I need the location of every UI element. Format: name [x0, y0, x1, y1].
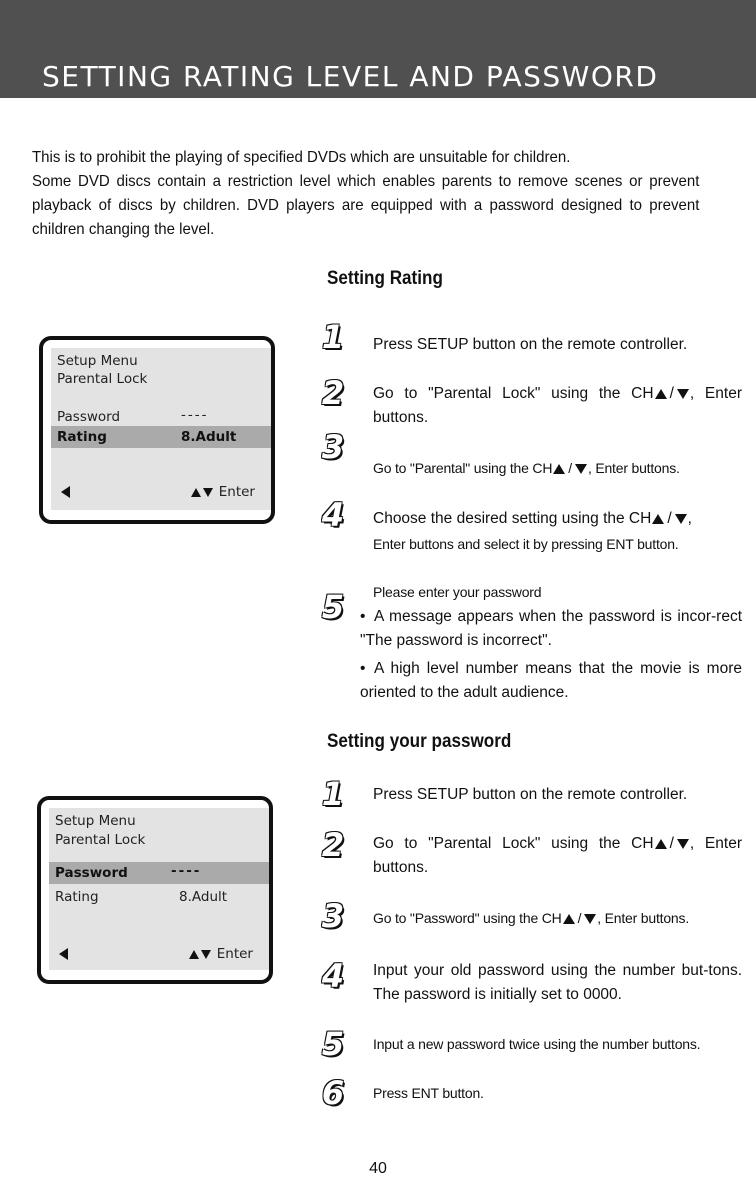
password-step-6-number: 6 — [321, 1074, 345, 1112]
tv-screen-password — [37, 796, 273, 984]
osd-rating-value: 8.Adult — [179, 889, 228, 905]
osd-nav-hint — [190, 484, 255, 500]
tv-screen-rating — [39, 336, 275, 524]
osd-menu — [49, 808, 269, 970]
password-step-3-text: Go to "Password" using the CH / , Enter buttons. — [373, 910, 690, 926]
osd-rating-label: Rating — [55, 889, 99, 905]
password-step-1-number: 1 — [321, 775, 345, 813]
down-arrow-icon — [201, 950, 211, 959]
password-step-4-text: Input your old password using the number but-tons. The password is initially set to 0000. — [373, 962, 742, 1003]
rating-step-3-text: Go to "Parental" using the CH / , Enter buttons. — [373, 460, 680, 476]
osd-enter-label: Enter — [218, 484, 255, 500]
osd-rating-value: 8.Adult — [181, 429, 237, 445]
rating-step-5-text: Please enter your password — [373, 584, 542, 600]
up-arrow-icon — [655, 839, 667, 849]
osd-password-label: Password — [57, 409, 121, 425]
left-arrow-icon — [59, 948, 68, 960]
rating-step-2-text: Go to "Parental Lock" using the CH / , Enter buttons. — [373, 385, 742, 426]
up-arrow-icon — [563, 914, 575, 924]
rating-step-1-number: 1 — [321, 318, 345, 356]
up-arrow-icon — [189, 950, 199, 959]
osd-password-value: ---- — [181, 407, 209, 423]
password-section-title: Setting your password — [327, 731, 512, 752]
rating-bullet-1: • A message appears when the password is incor-rect "The password is incorrect". — [360, 608, 742, 649]
rating-section-title: Setting Rating — [327, 268, 443, 289]
osd-enter-label: Enter — [216, 946, 253, 962]
down-arrow-icon — [584, 914, 596, 924]
osd-submenu-title: Parental Lock — [55, 832, 146, 848]
down-arrow-icon — [675, 514, 687, 524]
left-arrow-icon — [61, 486, 70, 498]
rating-step-3-number: 3 — [321, 428, 345, 466]
header-bar — [0, 0, 756, 98]
intro-paragraph-1: This is to prohibit the playing of specified DVDs which are unsuitable for children. — [32, 149, 571, 166]
rating-bullet-2: • A high level number means that the movie is more oriented to the adult audience. — [360, 660, 742, 701]
password-step-6-text: Press ENT button. — [373, 1085, 484, 1101]
osd-menu-title: Setup Menu — [55, 813, 136, 829]
osd-nav-hint — [188, 946, 253, 962]
osd-menu — [51, 348, 271, 510]
password-step-5-number: 5 — [321, 1025, 345, 1063]
osd-submenu-title: Parental Lock — [57, 371, 148, 387]
down-arrow-icon — [677, 389, 689, 399]
up-arrow-icon — [191, 488, 201, 497]
down-arrow-icon — [575, 464, 587, 474]
password-step-2-text: Go to "Parental Lock" using the CH / , Enter buttons. — [373, 835, 742, 876]
up-arrow-icon — [553, 464, 565, 474]
password-step-5-text: Input a new password twice using the number buttons. — [373, 1036, 701, 1052]
rating-step-5-number: 5 — [321, 588, 345, 626]
password-step-4-number: 4 — [321, 957, 345, 995]
rating-step-2-number: 2 — [321, 374, 345, 412]
rating-step-4-text: Choose the desired setting using the CH / , — [373, 510, 692, 527]
osd-password-label: Password — [55, 865, 128, 881]
rating-step-4-text-line2: Enter buttons and select it by pressing ENT button. — [373, 536, 679, 552]
osd-password-value: ---- — [171, 863, 202, 879]
intro-paragraph-2: Some DVD discs contain a restriction level which enables parents to remove scenes or prevent playback of discs by children. DVD players are equipped with a password designed to prevent children changing the level. — [32, 173, 700, 238]
up-arrow-icon — [655, 389, 667, 399]
password-step-2-number: 2 — [321, 826, 345, 864]
page-number: 40 — [369, 1160, 387, 1177]
up-arrow-icon — [652, 514, 664, 524]
rating-step-4-number: 4 — [321, 496, 345, 534]
rating-step-1-text: Press SETUP button on the remote controller. — [373, 336, 688, 353]
down-arrow-icon — [203, 488, 213, 497]
page-title: SETTING RATING LEVEL AND PASSWORD — [42, 60, 659, 93]
osd-rating-label: Rating — [57, 429, 107, 445]
password-step-3-number: 3 — [321, 897, 345, 935]
down-arrow-icon — [677, 839, 689, 849]
intro-text — [32, 146, 699, 242]
password-step-1-text: Press SETUP button on the remote controller. — [373, 786, 688, 803]
osd-menu-title: Setup Menu — [57, 353, 138, 369]
